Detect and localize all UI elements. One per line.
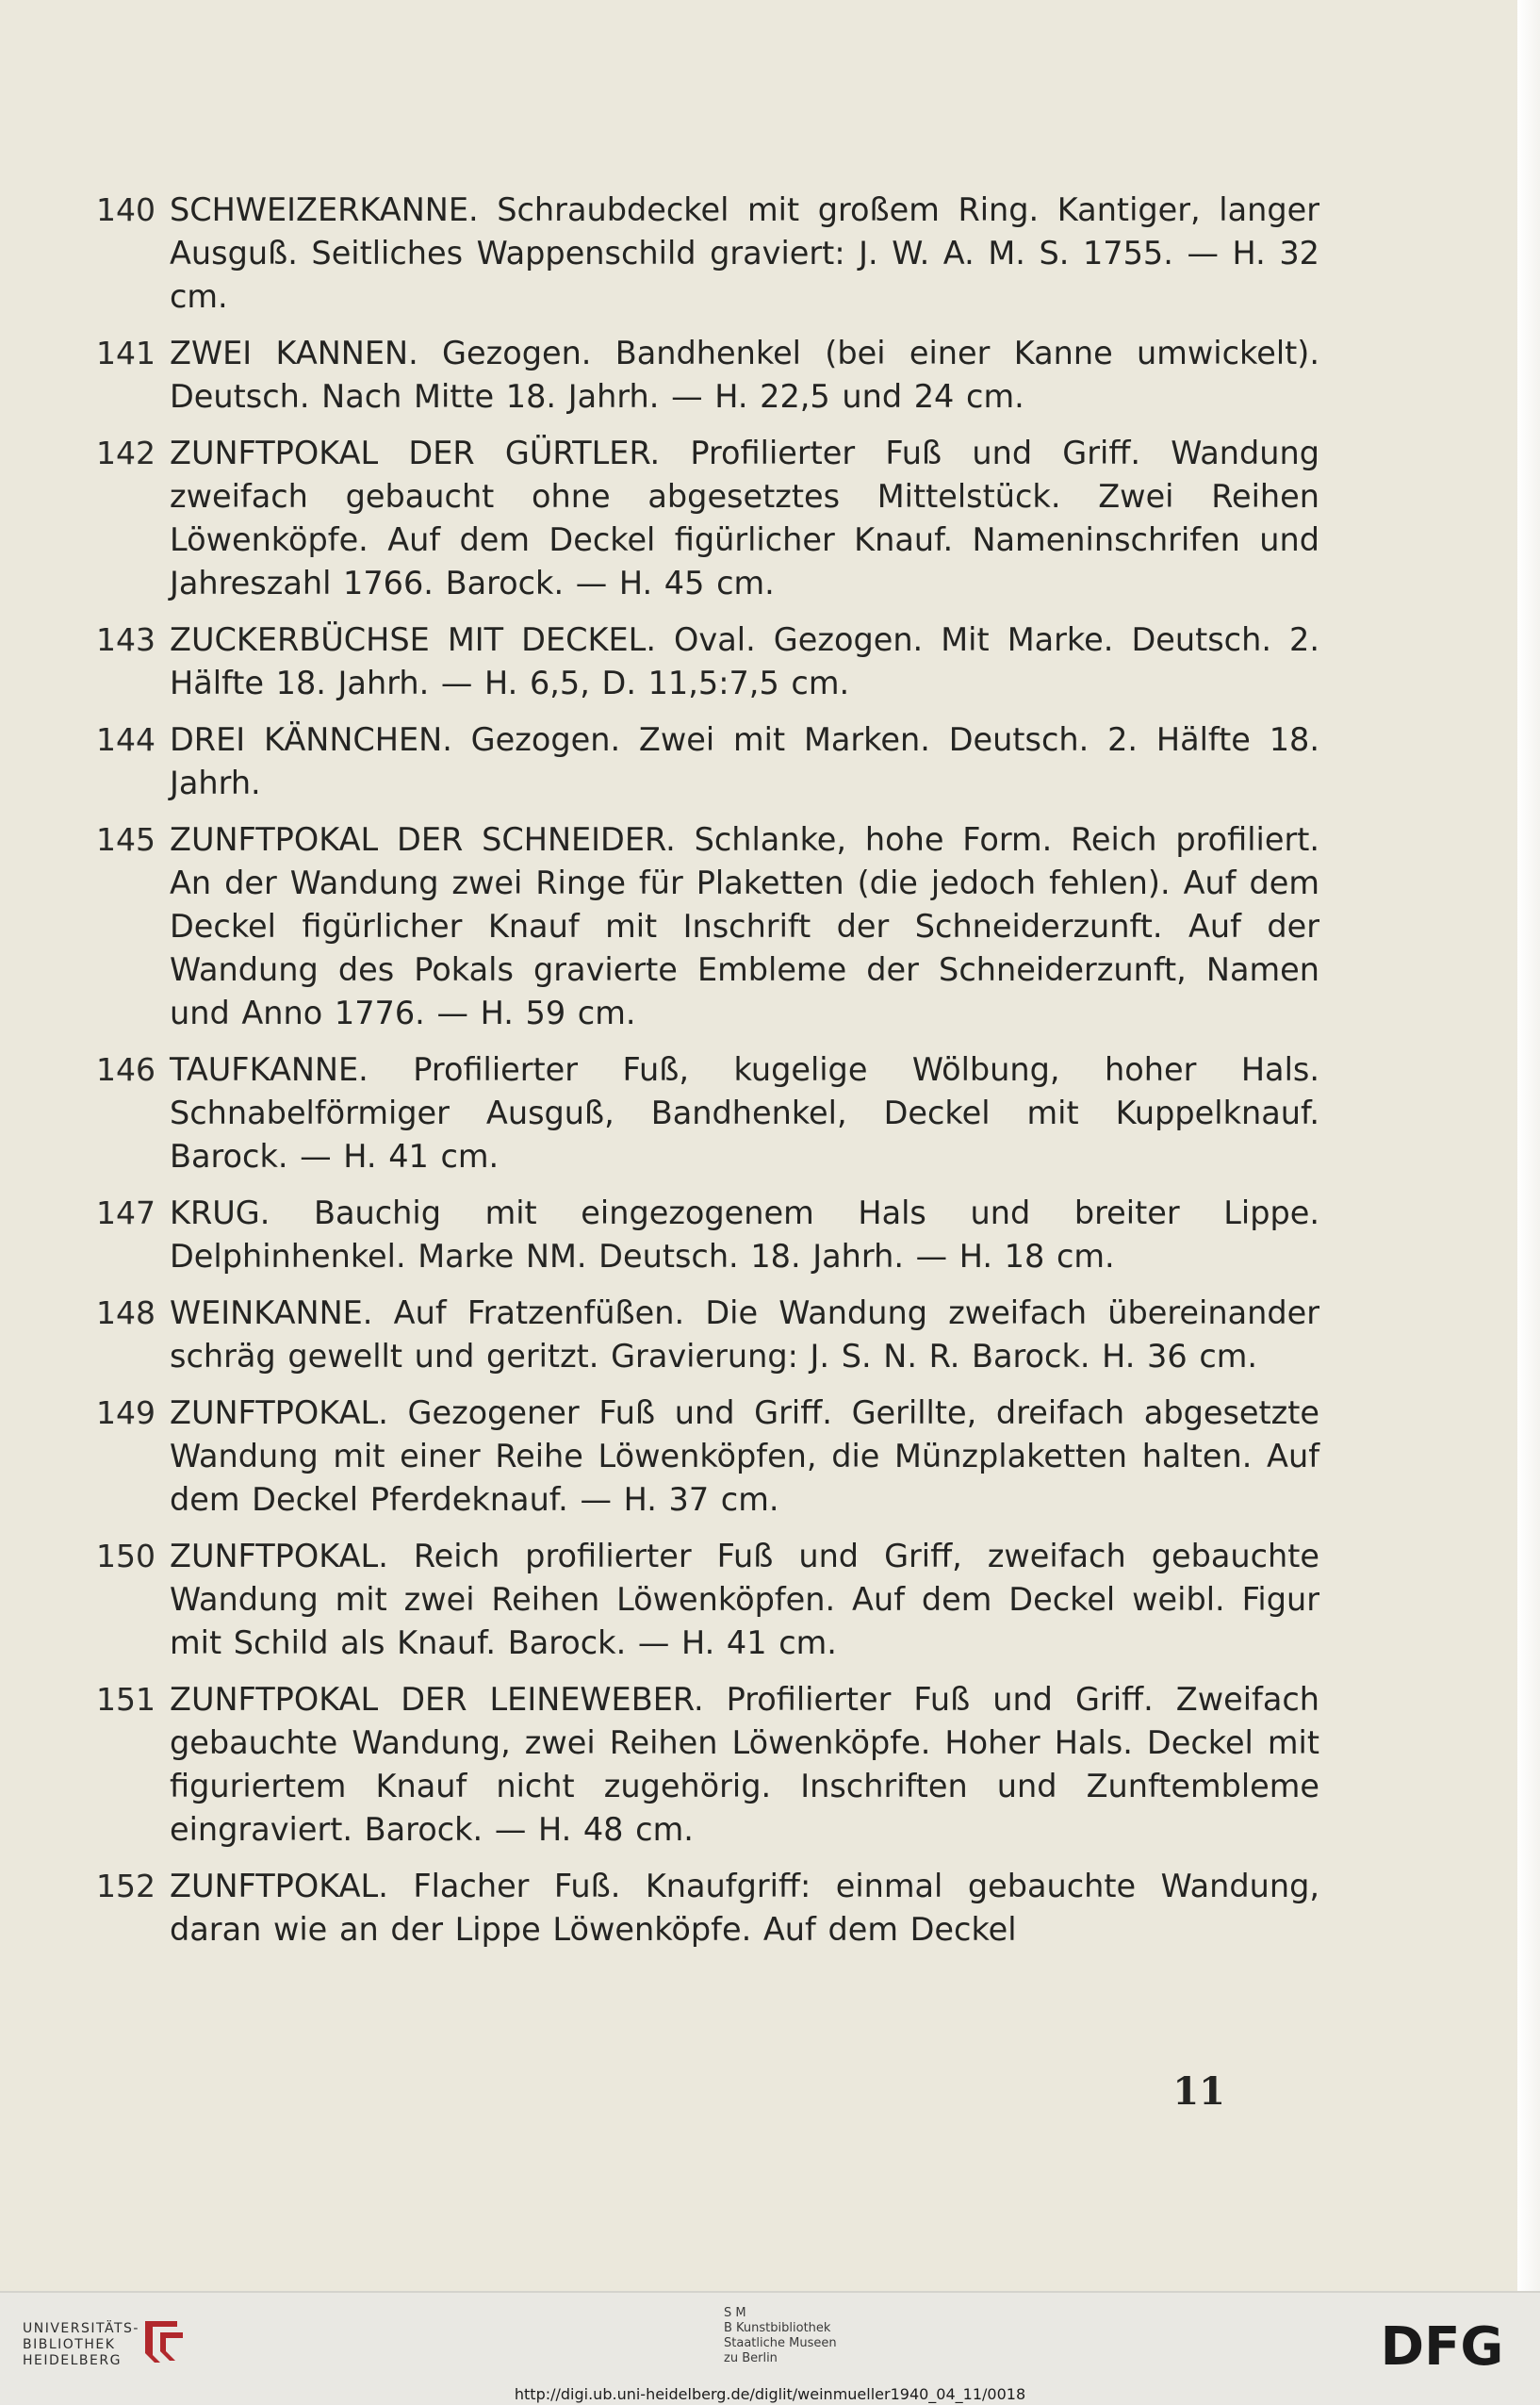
entry-text: DREI KÄNNCHEN. Gezogen. Zwei mit Marken. Deutsch. 2. Hälfte 18. Jahrh. [170,721,1319,801]
catalog-entry [96,189,1319,319]
entry-number: 145 [96,821,156,858]
stamp-line: Staatliche Museen [724,2336,837,2350]
entry-number: 149 [96,1394,156,1431]
catalog-entry [96,1292,1319,1378]
entry-text: ZUNFTPOKAL DER LEINEWEBER. Profilierter Fuß und Griff. Zweifach gebauchte Wandung, zwei Reihen Löwenköpfe. Hoher Hals. Deckel mit figuriertem Knauf nicht zugehörig. Inschriften und Zunftembleme eingraviert. Barock. — H. 48 cm. [170,1681,1319,1848]
page-number: 11 [1172,2069,1225,2114]
university-library-logo[interactable] [23,2321,139,2369]
catalog-entry [96,1192,1319,1278]
kunstbibliothek-stamp [724,2306,837,2366]
entry-text: ZUNFTPOKAL. Gezogener Fuß und Griff. Gerillte, dreifach abgesetzte Wandung mit einer Reihe Löwenköpfen, die Münzplaketten halten. Auf dem Deckel Pferdeknauf. — H. 37 cm. [170,1394,1319,1518]
entry-text: ZUNFTPOKAL DER GÜRTLER. Profilierter Fuß und Griff. Wandung zweifach gebaucht ohne abgesetztes Mittelstück. Zwei Reihen Löwenköpfe. Auf dem Deckel figürlicher Knauf. Nameninschrifen und Jahreszahl 1766. Barock. — H. 45 cm. [170,435,1319,601]
entry-text: ZWEI KANNEN. Gezogen. Bandhenkel (bei einer Kanne umwickelt). Deutsch. Nach Mitte 18. Jahrh. — H. 22,5 und 24 cm. [170,335,1319,415]
catalog-entry [96,1865,1319,1952]
entry-number: 150 [96,1538,156,1574]
stamp-line: zu Berlin [724,2351,778,2365]
digitization-footer [0,2291,1540,2405]
library-line: HEIDELBERG [23,2353,122,2368]
entry-number: 144 [96,721,156,758]
entry-text: ZUCKERBÜCHSE MIT DECKEL. Oval. Gezogen. Mit Marke. Deutsch. 2. Hälfte 18. Jahrh. — H. 6,5, D. 11,5:7,5 cm. [170,621,1319,701]
entry-text: TAUFKANNE. Profilierter Fuß, kugelige Wölbung, hoher Hals. Schnabelförmiger Ausguß, Bandhenkel, Deckel mit Kuppelknauf. Barock. — H. 41 cm. [170,1051,1319,1175]
entry-number: 146 [96,1051,156,1088]
catalog-entry [96,1392,1319,1522]
entry-number: 152 [96,1868,156,1904]
entry-number: 142 [96,435,156,471]
catalog-entries [96,189,1319,1965]
catalog-entry [96,1678,1319,1852]
entry-text: KRUG. Bauchig mit eingezogenem Hals und breiter Lippe. Delphinhenkel. Marke NM. Deutsch. 18. Jahrh. — H. 18 cm. [170,1194,1319,1275]
catalog-entry [96,1535,1319,1665]
entry-number: 141 [96,335,156,371]
dfg-label: DFG [1380,2319,1504,2372]
entry-number: 151 [96,1681,156,1718]
page-edge [1517,0,1540,2291]
source-url-link[interactable]: http://digi.ub.uni-heidelberg.de/diglit/weinmueller1940_04_11/0018 [514,2385,1026,2403]
dfg-logo[interactable] [1367,2319,1517,2372]
catalog-entry [96,332,1319,419]
entry-text: SCHWEIZERKANNE. Schraubdeckel mit großem Ring. Kantiger, langer Ausguß. Seitliches Wappenschild graviert: J. W. A. M. S. 1755. — H. 32 cm. [170,191,1319,315]
library-emblem-icon [139,2314,187,2370]
catalog-entry [96,718,1319,805]
entry-text: ZUNFTPOKAL. Flacher Fuß. Knaufgriff: einmal gebauchte Wandung, daran wie an der Lippe Löwenköpfe. Auf dem Deckel [170,1868,1319,1948]
library-line: UNIVERSITÄTS- [23,2321,139,2336]
catalog-entry [96,1048,1319,1178]
catalog-entry [96,818,1319,1035]
entry-number: 147 [96,1194,156,1231]
entry-text: WEINKANNE. Auf Fratzenfüßen. Die Wandung zweifach übereinander schräg gewellt und geritzt. Gravierung: J. S. N. R. Barock. H. 36 cm. [170,1294,1319,1375]
entry-number: 148 [96,1294,156,1331]
entry-text: ZUNFTPOKAL. Reich profilierter Fuß und Griff, zweifach gebauchte Wandung mit zwei Reihen Löwenköpfen. Auf dem Deckel weibl. Figur mit Schild als Knauf. Barock. — H. 41 cm. [170,1538,1319,1661]
catalog-entry [96,618,1319,705]
entry-number: 143 [96,621,156,658]
entry-text: ZUNFTPOKAL DER SCHNEIDER. Schlanke, hohe Form. Reich profiliert. An der Wandung zwei Ringe für Plaketten (die jedoch fehlen). Auf dem Deckel figürlicher Knauf mit Inschrift der Schneiderzunft. Auf der Wandung des Pokals gravierte Embleme der Schneiderzunft, Namen und Anno 1776. — H. 59 cm. [170,821,1319,1031]
catalog-entry [96,432,1319,605]
stamp-line: S M [724,2306,746,2320]
stamp-line: B Kunstbibliothek [724,2321,831,2335]
entry-number: 140 [96,191,156,228]
library-line: BIBLIOTHEK [23,2337,116,2352]
